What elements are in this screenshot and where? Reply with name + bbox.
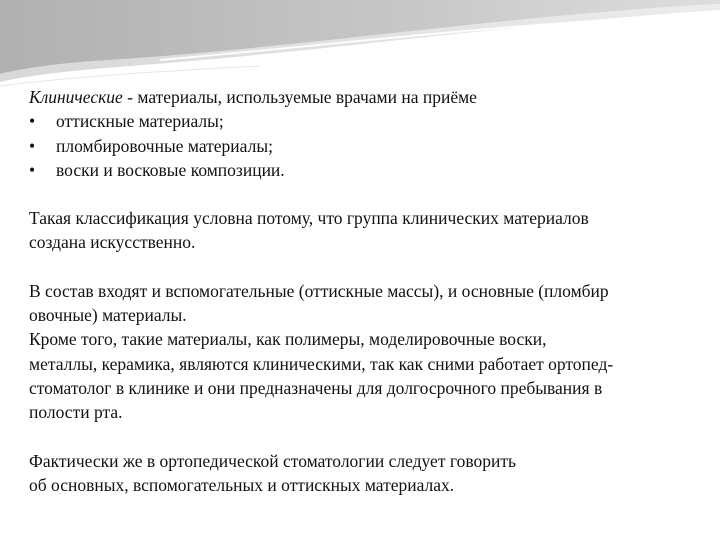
paragraph-composition [29, 279, 709, 425]
text-line: стоматолог в клинике и они предназначены для долгосрочного пребывания в [29, 377, 603, 398]
bullet-icon: • [29, 111, 36, 132]
text-line: овочные) материалы. [29, 305, 187, 326]
text-line: об основных, вспомогательных и оттискных материалах. [29, 474, 455, 495]
text-line: Такая классификация условна потому, что группа клинических материалов [29, 208, 589, 229]
text-line: создана искусственно. [29, 232, 196, 253]
slide-body [29, 85, 709, 497]
list-item: • воски и восковые композиции. [29, 158, 709, 182]
intro-line [29, 85, 709, 109]
intro-text: - материалы, используемые врачами на приёме [122, 87, 477, 107]
paragraph-conclusion [29, 449, 709, 498]
header-swoosh-decoration [0, 0, 720, 90]
text-line: полости рта. [29, 402, 123, 423]
list-item: • пломбировочные материалы; [29, 134, 709, 158]
bullet-icon: • [29, 135, 36, 156]
text-line: Фактически же в ортопедической стоматологии следует говорить [29, 450, 516, 471]
text-line: металлы, керамика, являются клиническими, так как сними работает ортопед- [29, 353, 614, 374]
intro-term: Клинические [29, 87, 123, 107]
list-item: • оттискные материалы; [29, 109, 709, 133]
bullet-list [29, 109, 709, 182]
paragraph-classification [29, 206, 709, 255]
bullet-icon: • [29, 159, 36, 180]
text-line: В состав входят и вспомогательные (оттискные массы), и основные (пломбир [29, 280, 609, 301]
text-line: Кроме того, такие материалы, как полимеры, моделировочные воски, [29, 329, 547, 350]
